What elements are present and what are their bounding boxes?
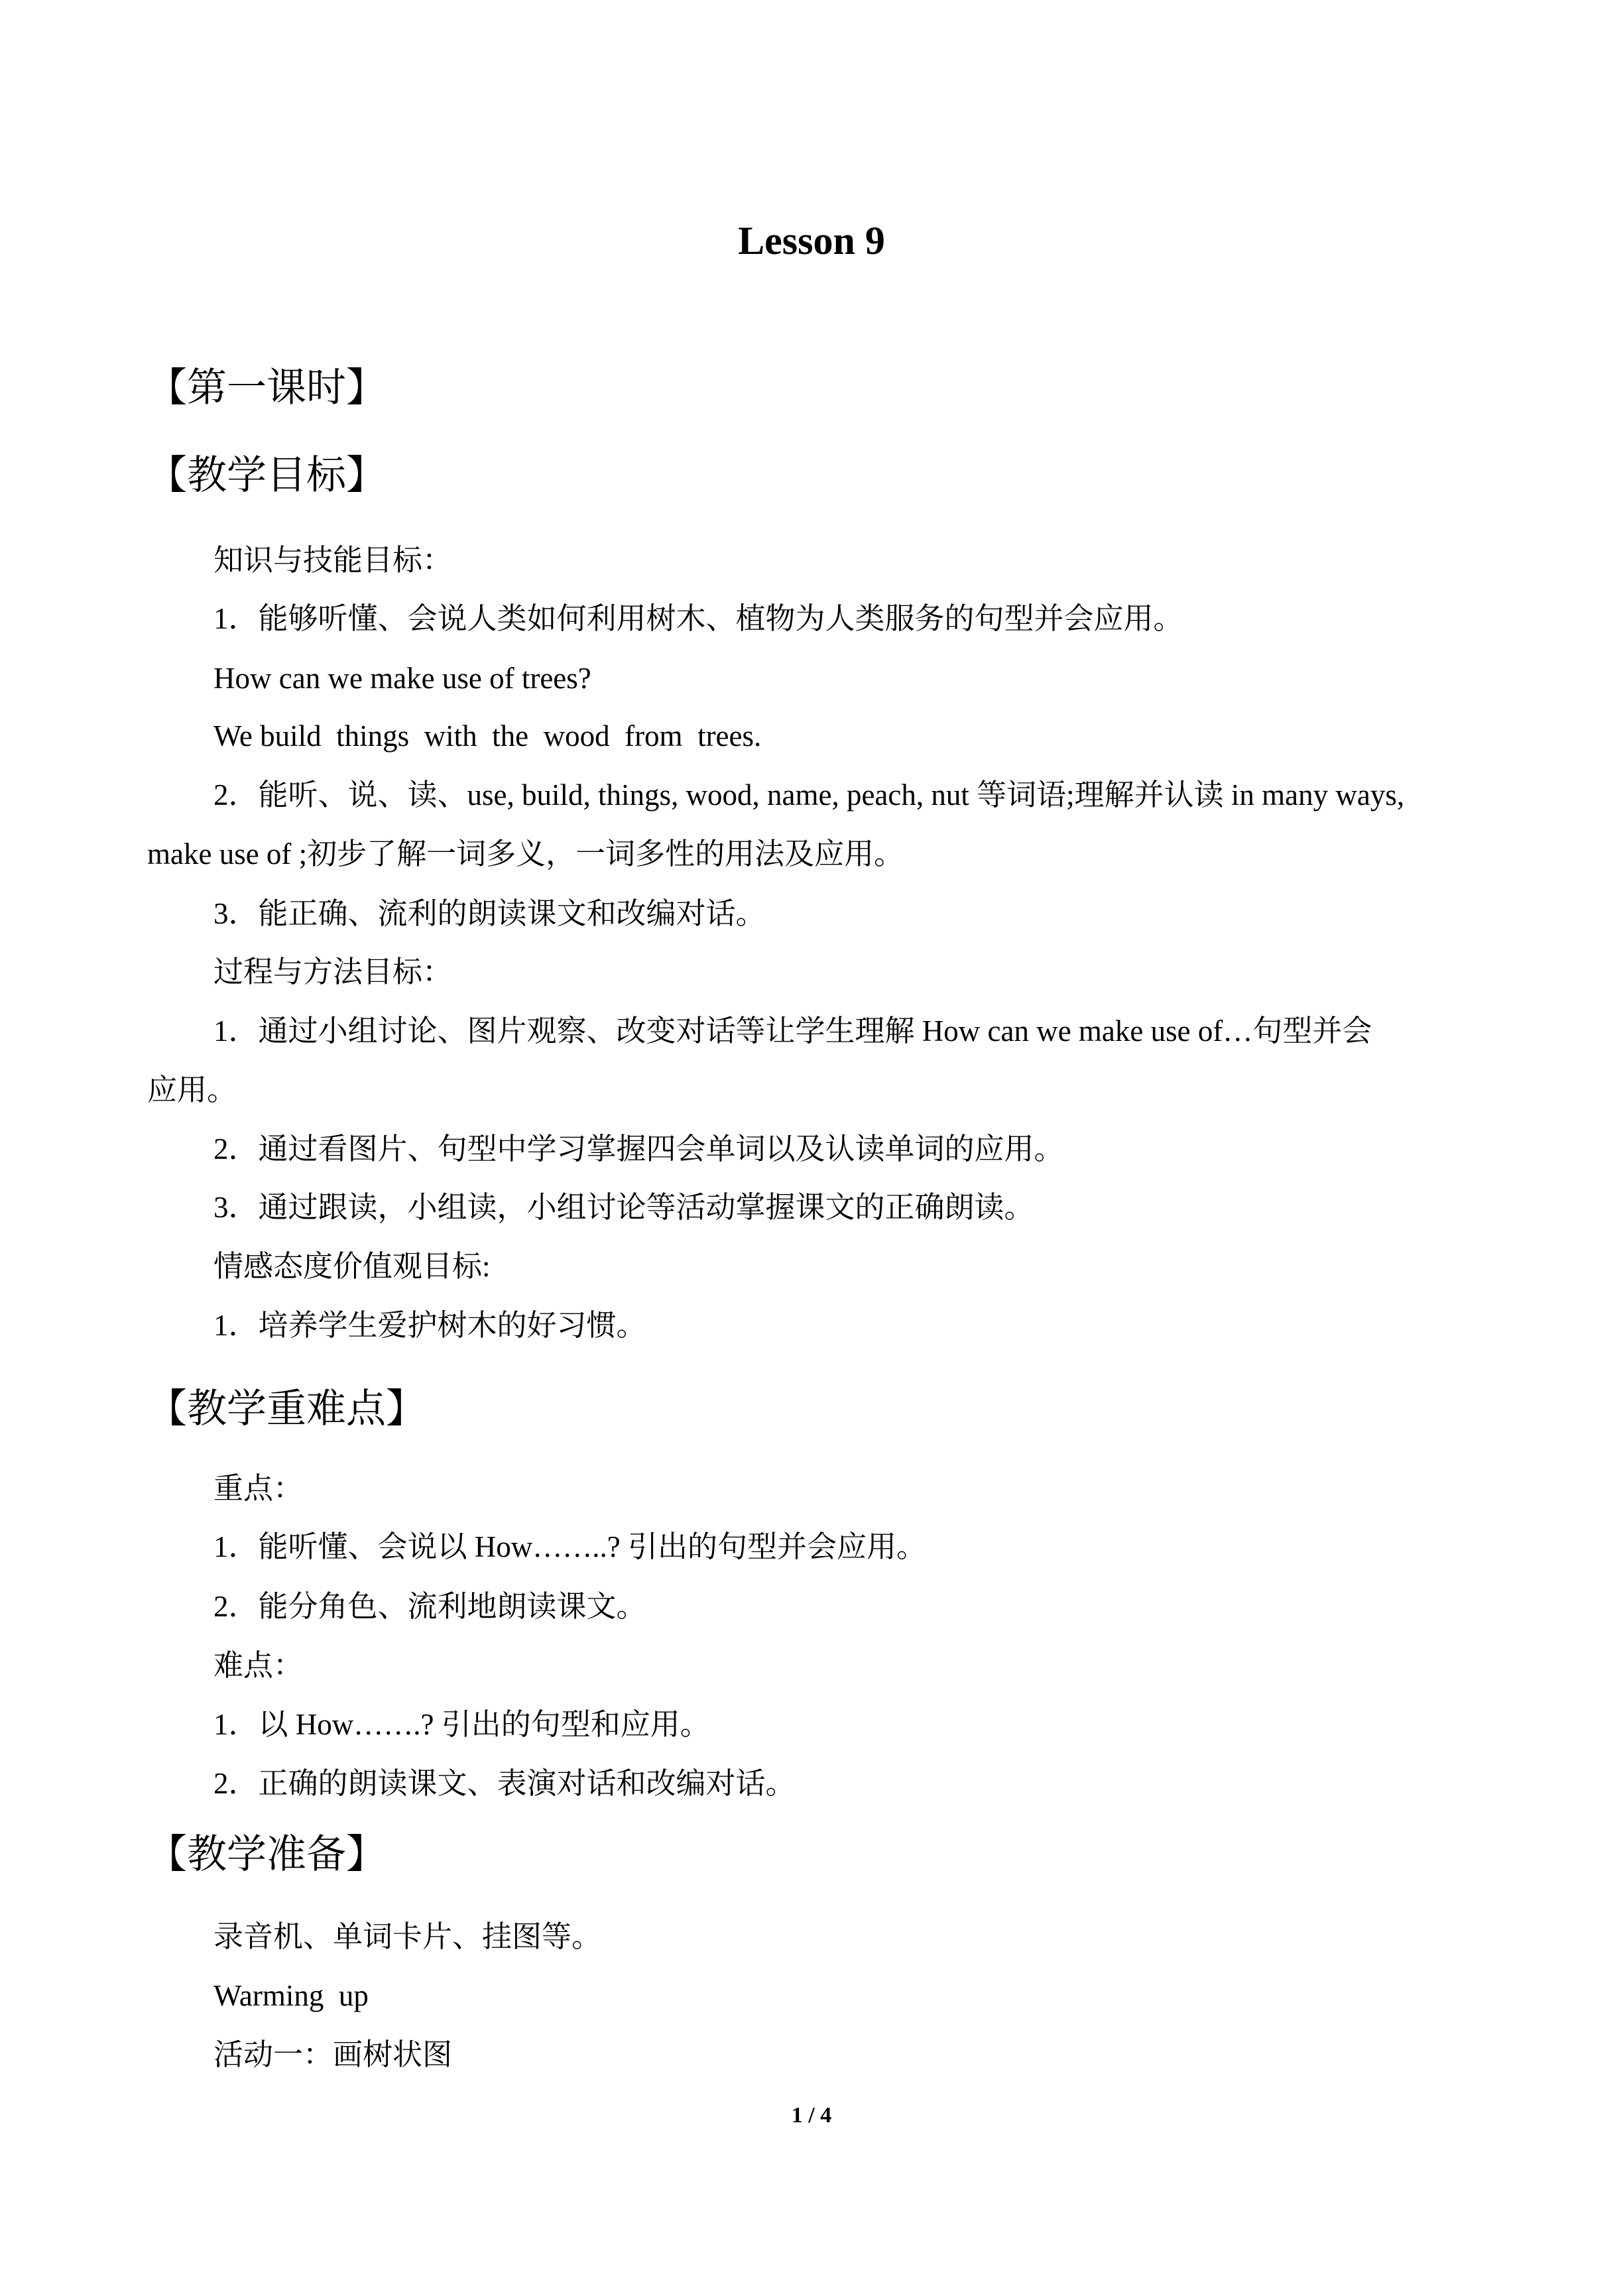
heading-objectives: 【教学目标】 [147,453,386,497]
preparation-materials: 录音机、单词卡片、挂图等。 [213,1920,602,1953]
objective-p2: 2．通过看图片、句型中学习掌握四会单词以及认读单词的应用。 [213,1132,1064,1166]
objective-e1: 1．培养学生爱护树木的好习惯。 [213,1309,646,1342]
objective-k1: 1．能够听懂、会说人类如何利用树木、植物为人类服务的句型并会应用。 [213,602,1183,635]
heading-preparation: 【教学准备】 [147,1833,386,1876]
process-label: 过程与方法目标： [213,955,453,989]
objective-p1-line-2: 应用。 [147,1073,237,1107]
heading-key-points: 【教学重难点】 [147,1387,426,1431]
objective-p1-line-1: 1．通过小组讨论、图片观察、改变对话等让学生理解 How can we make use of…句型并会 [213,1014,1372,1048]
emotion-label: 情感态度价值观目标: [213,1250,491,1283]
activity-1: 活动一：画树状图 [213,2038,453,2071]
key-point-1: 1．能听懂、会说以 How……..? 引出的句型并会应用。 [213,1530,926,1563]
page-number: 1 / 4 [791,2103,832,2128]
objective-k1-example-2: We build things with the wood from trees. [213,719,762,753]
key-label: 重点： [213,1472,304,1505]
key-point-2: 2．能分角色、流利地朗读课文。 [213,1590,646,1623]
document-title: Lesson 9 [738,219,885,263]
knowledge-label: 知识与技能目标： [213,544,453,577]
warming-up: Warming up [213,1979,369,2012]
objective-k1-example-1: How can we make use of trees? [213,662,591,695]
heading-period: 【第一课时】 [147,366,386,410]
difficult-point-1: 1．以 How…….? 引出的句型和应用。 [213,1708,710,1741]
difficult-point-2: 2．正确的朗读课文、表演对话和改编对话。 [213,1767,796,1800]
objective-k2-line-1: 2．能听、说、读、use, build, things, wood, name, peach, nut 等词语;理解并认读 in many ways, [213,778,1405,812]
objective-k3: 3．能正确、流利的朗读课文和改编对话。 [213,897,766,930]
objective-k2-line-2: make use of ;初步了解一词多义，一词多性的用法及应用。 [147,837,904,871]
objective-p3: 3．通过跟读，小组读，小组讨论等活动掌握课文的正确朗读。 [213,1191,1034,1224]
difficult-label: 难点： [213,1649,304,1682]
